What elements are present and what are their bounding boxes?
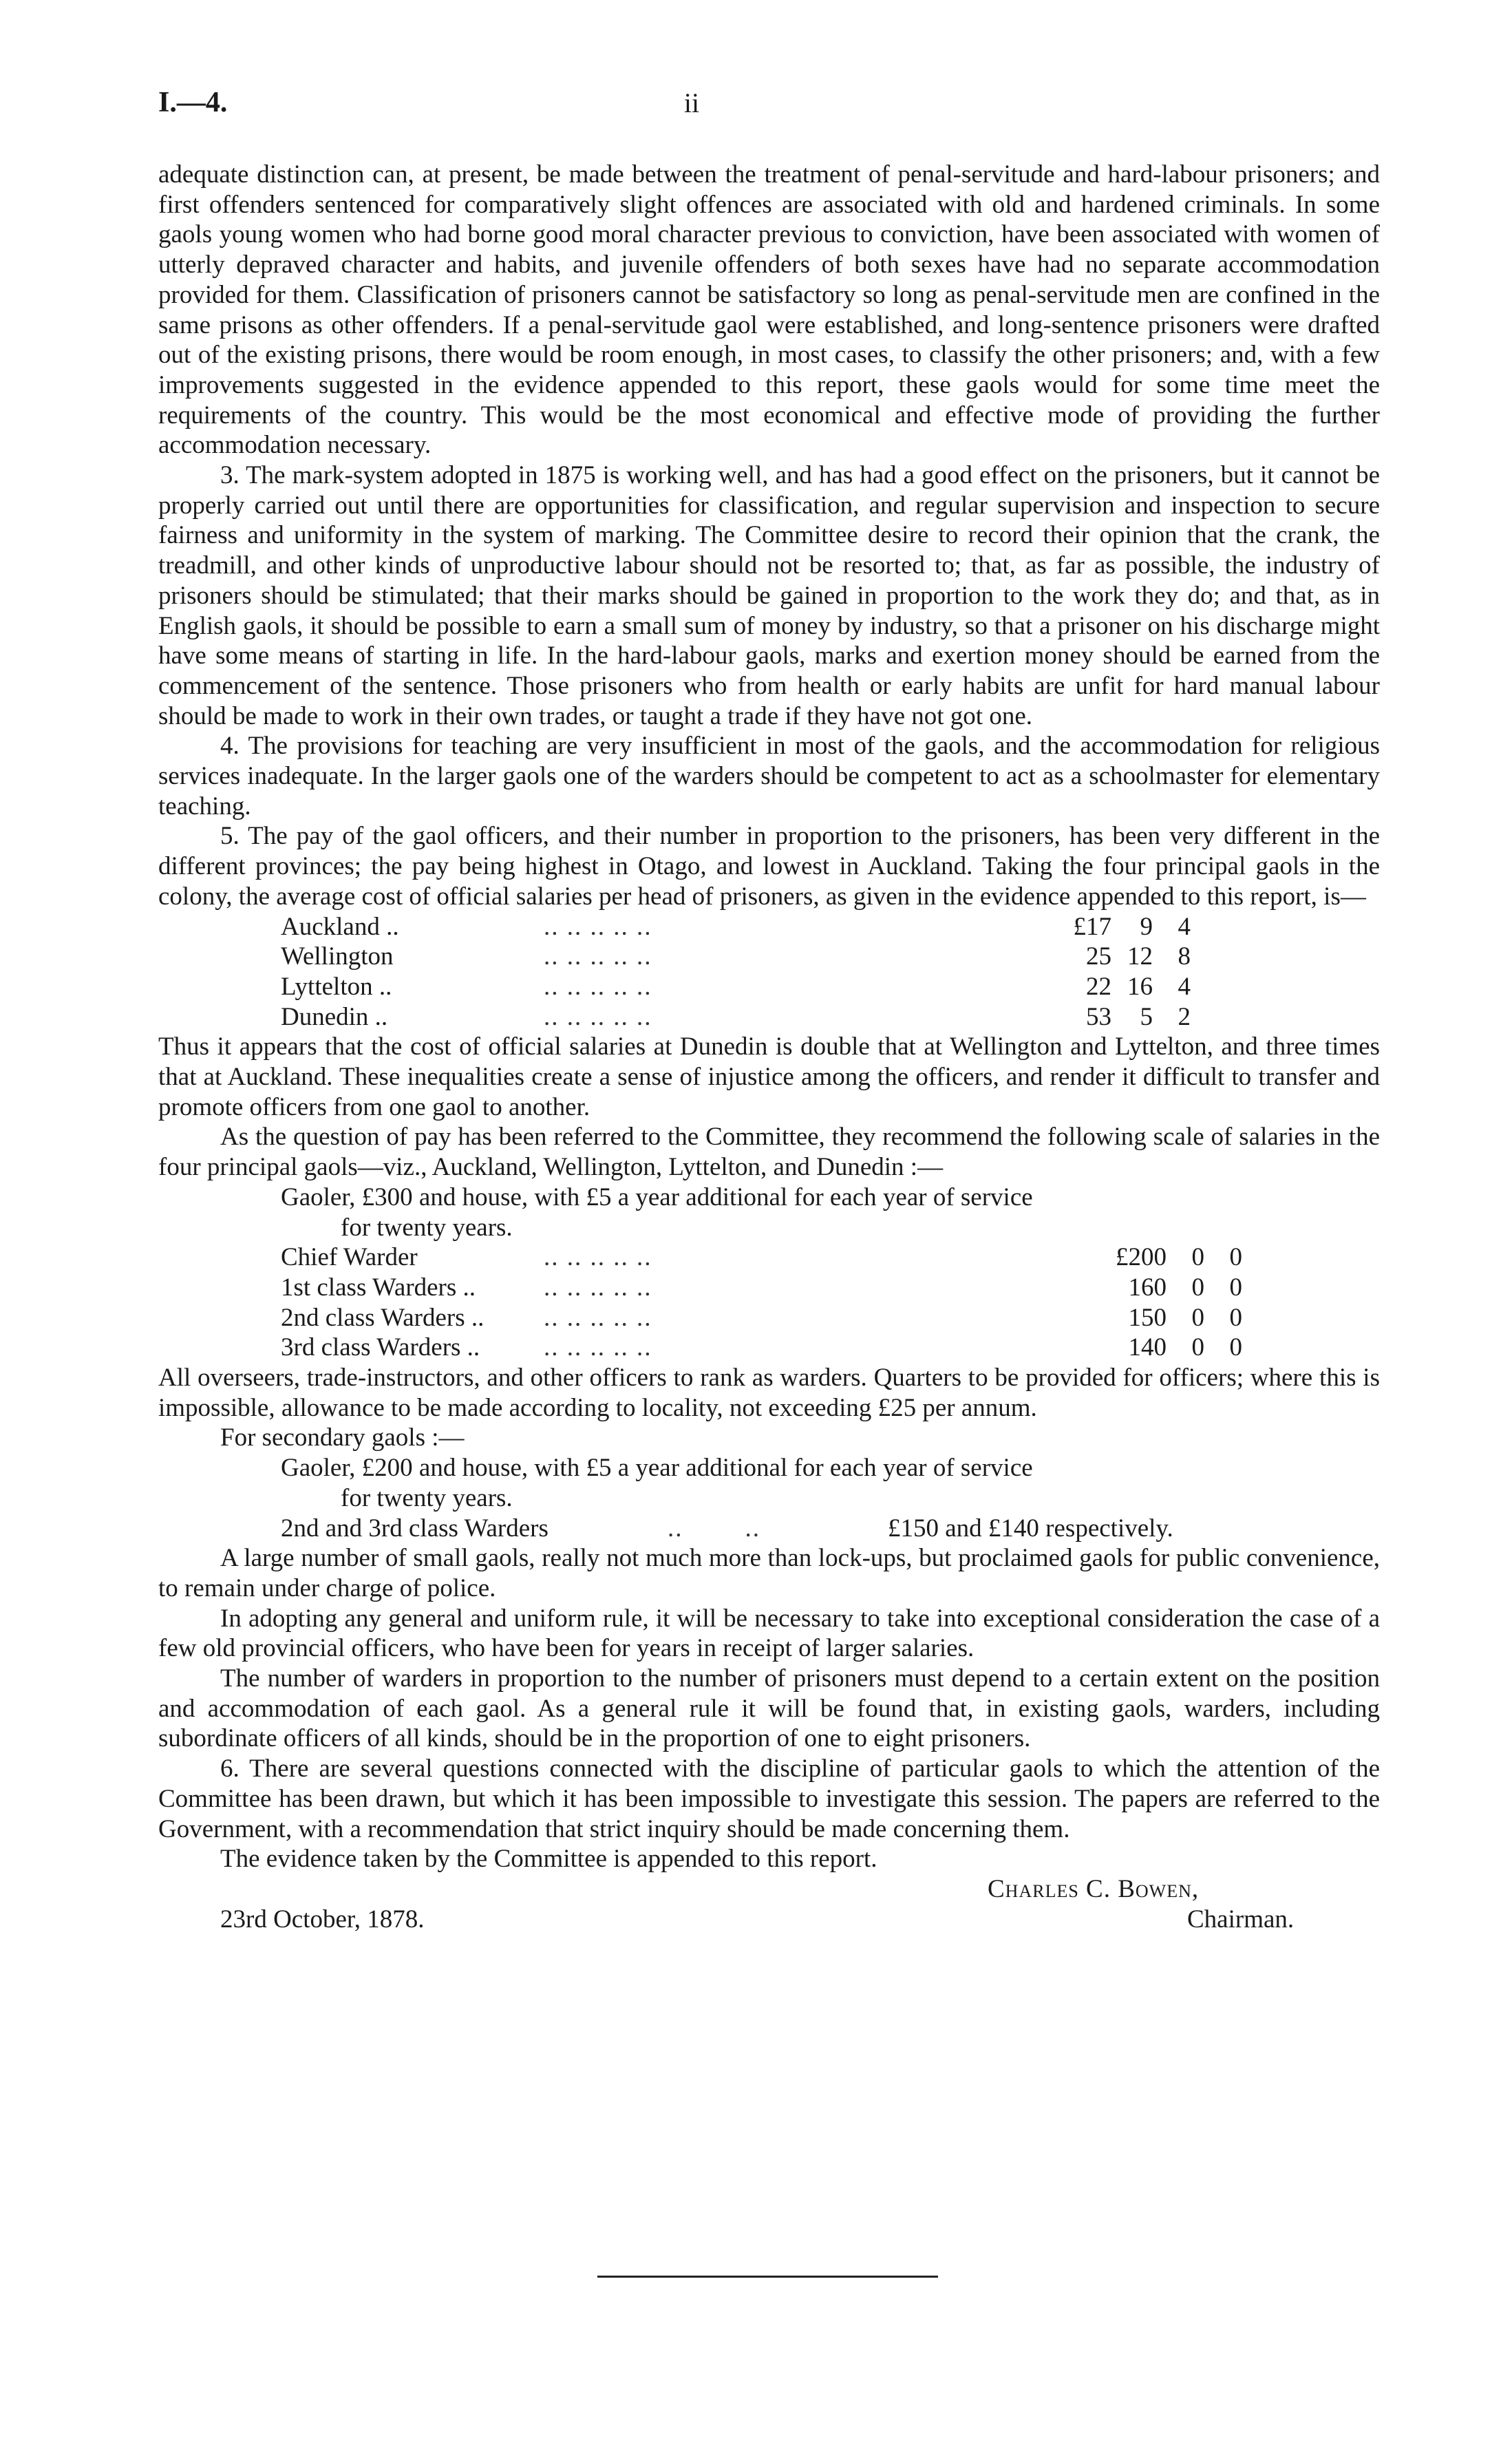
- report-body: [158, 160, 1380, 1934]
- cost-row: [158, 942, 1380, 972]
- salary-row: [158, 1242, 1380, 1273]
- cost-amount: [1056, 942, 1191, 972]
- leader-dots: .. .. .. .. ..: [544, 1243, 652, 1272]
- salary-row: [158, 1333, 1380, 1363]
- salary-row: [158, 1303, 1380, 1333]
- pounds: 140: [1128, 1333, 1167, 1362]
- page-header: [158, 88, 1380, 129]
- pounds: 53: [1086, 1002, 1111, 1031]
- paragraph-inequalities: Thus it appears that the cost of official salaries at Dunedin is double that at Wellington and Lyttelton, and three times that at Auckland. These inequalities create a sense of injustice among the officers, and render it difficult to transfer and promote officers from one gaol to another.: [158, 1032, 1380, 1121]
- signatory-title: Chairman.: [1187, 1905, 1295, 1934]
- paragraph-evidence: The evidence taken by the Committee is appended to this report.: [220, 1845, 877, 1874]
- paragraph-provincial-officers: In adopting any general and uniform rule, it will be necessary to take into exceptional consideration the case of a few old provincial officers, who have been for years in receipt of larger salaries.: [158, 1604, 1380, 1663]
- secondary-warders-value: £150 and £140 respectively.: [888, 1514, 1173, 1543]
- rank-name: 3rd class Warders ..: [281, 1333, 480, 1362]
- leader-dots: .. .. .. .. ..: [544, 942, 652, 971]
- cost-amount: [1056, 972, 1191, 1002]
- shillings: 0: [1191, 1333, 1204, 1362]
- shillings: 5: [1140, 1002, 1153, 1031]
- signature-block: [158, 1874, 1380, 1905]
- gaoler-secondary-cont: for twenty years.: [341, 1483, 513, 1512]
- pounds: 150: [1128, 1303, 1167, 1332]
- cost-per-head-table: [158, 912, 1380, 1032]
- gaoler-principal: Gaoler, £300 and house, with £5 a year additional for each year of service: [281, 1183, 1033, 1211]
- leader-dots: .. ..: [668, 1514, 760, 1543]
- secondary-gaols-heading: For secondary gaols :—: [220, 1423, 465, 1452]
- pence: 0: [1229, 1303, 1242, 1332]
- paragraph-discipline: 6. There are several questions connected with the discipline of particular gaols to which the attention of the Committee has been drawn, but which it has been impossible to investigate this session. The papers are referred to the Government, with a recommendation that strict inquiry should be made concerning them.: [158, 1755, 1380, 1843]
- pounds: 22: [1086, 972, 1111, 1001]
- salary-scale-table: [158, 1242, 1380, 1363]
- cost-amount: [1056, 912, 1191, 942]
- pounds: 160: [1128, 1273, 1167, 1302]
- paragraph-warder-proportion: The number of warders in proportion to the number of prisoners must depend to a certain extent on the position and accommodation of each gaol. As a general rule it will be found that, in existing gaols, warders, including subordinate officers of all kinds, should be in the proportion of one to eight prisoners.: [158, 1664, 1380, 1753]
- pence: 8: [1178, 942, 1191, 971]
- gaol-name: Wellington: [281, 942, 394, 971]
- shillings: 0: [1191, 1273, 1204, 1302]
- pence: 4: [1178, 912, 1191, 941]
- leader-dots: .. .. .. .. ..: [544, 1273, 652, 1302]
- salary-row: [158, 1273, 1380, 1303]
- salary-amount: [1098, 1333, 1242, 1363]
- rank-name: Chief Warder: [281, 1243, 418, 1272]
- gaoler-principal-cont: for twenty years.: [341, 1213, 513, 1242]
- signatory-name: Charles C. Bowen,: [988, 1874, 1200, 1903]
- paragraph-teaching: 4. The provisions for teaching are very insufficient in most of the gaols, and the accommodation for religious services inadequate. In the larger gaols one of the warders should be competent to act as a schoolmaster for elementary teaching.: [158, 732, 1380, 820]
- secondary-warders-label: 2nd and 3rd class Warders: [281, 1514, 549, 1543]
- page-number: ii: [683, 87, 700, 118]
- salary-amount: [1098, 1273, 1242, 1303]
- closing-rule: [597, 2276, 938, 2278]
- date-line: [158, 1905, 1380, 1935]
- pence: 4: [1178, 972, 1191, 1001]
- rank-name: 1st class Warders ..: [281, 1273, 476, 1302]
- leader-dots: .. .. .. .. ..: [544, 1002, 652, 1031]
- salary-amount: [1098, 1242, 1242, 1273]
- pence: 0: [1229, 1243, 1242, 1272]
- paragraph-classification: adequate distinction can, at present, be made between the treatment of penal-servitude and hard-labour prisoners; and first offenders sentenced for comparatively slight offences are associated with old and hardened criminals. In some gaols young women who had borne good moral character previous to conviction, have been associated with women of utterly depraved character and habits, and juvenile offenders of both sexes have had no separate accommodation provided for them. Classification of prisoners cannot be satisfactory so long as penal-servitude men are confined in the same prisons as other offenders. If a penal-servitude gaol were established, and long-sentence prisoners were drafted out of the existing prisons, there would be room enough, in most cases, to classify the other prisoners; and, with a few improvements suggested in the evidence appended to this report, these gaols would for some time meet the requirements of the country. This would be the most economical and effective mode of providing the further accommodation necessary.: [158, 160, 1380, 460]
- cost-row: [158, 1002, 1380, 1032]
- cost-row: [158, 972, 1380, 1002]
- pounds: £200: [1116, 1243, 1167, 1272]
- pence: 0: [1229, 1333, 1242, 1362]
- paragraph-scale-intro: As the question of pay has been referred to the Committee, they recommend the following scale of salaries in the four principal gaols—viz., Auckland, Wellington, Lyttelton, and Dunedin :—: [158, 1123, 1380, 1182]
- shillings: 9: [1140, 912, 1153, 941]
- shillings: 0: [1191, 1243, 1204, 1272]
- paragraph-pay: 5. The pay of the gaol officers, and their number in proportion to the prisoners, has been very different in the different provinces; the pay being highest in Otago, and lowest in Auckland. Taking the four principal gaols in the colony, the average cost of official salaries per head of prisoners, as given in the evidence appended to this report, is—: [158, 822, 1380, 911]
- gaoler-secondary: Gaoler, £200 and house, with £5 a year additional for each year of service: [281, 1454, 1033, 1483]
- leader-dots: .. .. .. .. ..: [544, 972, 652, 1001]
- pence: 0: [1229, 1273, 1242, 1302]
- shillings: 16: [1127, 972, 1153, 1001]
- rank-name: 2nd class Warders ..: [281, 1303, 485, 1332]
- gaol-name: Lyttelton ..: [281, 972, 392, 1001]
- report-date: 23rd October, 1878.: [220, 1905, 425, 1934]
- pence: 2: [1178, 1002, 1191, 1031]
- paragraph-mark-system: 3. The mark-system adopted in 1875 is working well, and has had a good effect on the prisoners, but it cannot be properly carried out until there are opportunities for classification, and regular supervision and inspection to secure fairness and uniformity in the system of marking. The Committee desire to record their opinion that the crank, the treadmill, and other kinds of unproductive labour should not be resorted to; that, as far as possible, the industry of prisoners should be stimulated; that their marks should be gained in proportion to the work they do; and that, as in English gaols, it should be possible to earn a small sum of money by industry, so that a prisoner on his discharge might have some means of starting in life. In the hard-labour gaols, marks and exertion money should be earned from the commencement of the sentence. Those prisoners who from health or early habits are unfit for hard manual labour should be made to work in their own trades, or taught a trade if they have not got one.: [158, 461, 1380, 730]
- shillings: 0: [1191, 1303, 1204, 1332]
- secondary-warders-row: [158, 1514, 1380, 1544]
- pounds: 25: [1086, 942, 1111, 971]
- leader-dots: .. .. .. .. ..: [544, 1303, 652, 1332]
- gaol-name: Dunedin ..: [281, 1002, 388, 1031]
- shillings: 12: [1127, 942, 1153, 971]
- paragraph-overseers: All overseers, trade-instructors, and other officers to rank as warders. Quarters to be provided for officers; where this is impossible, allowance to be made according to locality, not exceeding £25 per annum.: [158, 1364, 1380, 1422]
- paragraph-small-gaols: A large number of small gaols, really not much more than lock-ups, but proclaimed gaols for public convenience, to remain under charge of police.: [158, 1544, 1380, 1602]
- document-reference: I.—4.: [158, 87, 228, 118]
- pounds: £17: [1073, 912, 1111, 941]
- leader-dots: .. .. .. .. ..: [544, 912, 652, 941]
- salary-amount: [1098, 1303, 1242, 1333]
- cost-row: [158, 912, 1380, 942]
- cost-amount: [1056, 1002, 1191, 1032]
- leader-dots: .. .. .. .. ..: [544, 1333, 652, 1362]
- gaol-name: Auckland ..: [281, 912, 399, 941]
